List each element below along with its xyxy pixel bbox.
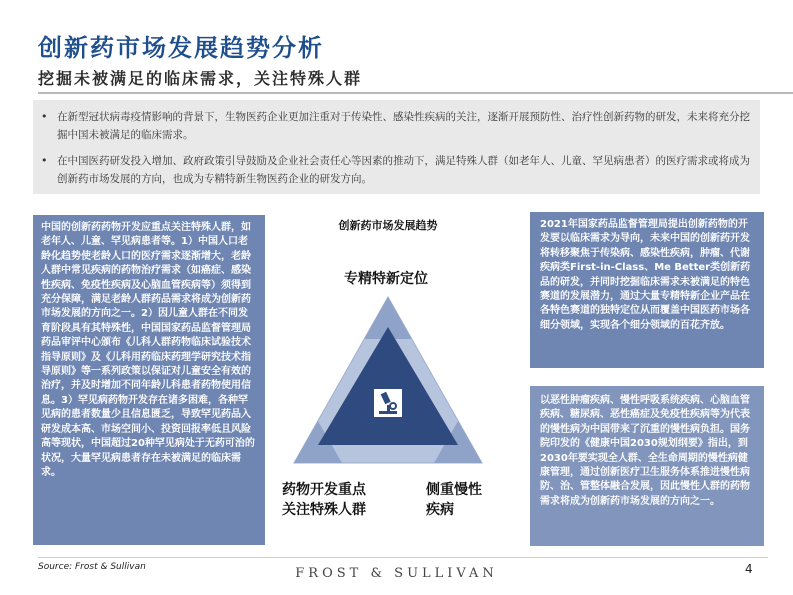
title-divider [38, 92, 793, 94]
bullet-text: 在中国医药研发投入增加、政府政策引导鼓励及企业社会责任心等因素的推动下，满足特殊人群（如老年人、儿童、罕见病患者）的医疗需求或将成为创新药市场发展的方向，也成为专精特新生物医药企业的研发方向。 [57, 155, 750, 185]
bullet-item [41, 152, 750, 188]
diagram-title: 创新药市场发展趋势 [338, 219, 438, 232]
page-subtitle: 挖掘未被满足的临床需求，关注特殊人群 [38, 69, 363, 88]
chronic-disease-label [426, 480, 482, 520]
special-population-box: 中国的创新药药物开发应重点关注特殊人群，如老年人、儿童、罕见病患者等。1）中国人口老龄化趋势使老龄人口的医疗需求逐渐增大，老龄人群中常见疾病的药物治疗需求（如癌症、感染性疾病、免疫性疾病及心脑血管疾病等）须得到充分保障，满足老龄人群药品需求将成为创新药市场发展的方向之一。2）因儿童人群在不同发育阶段具有其特殊性，中国国家药品监督管理局药品审评中心颁布《儿科人群药物临床试验技术指导原则》及《儿科用药临床药理学研究技术指导原则》等一系列政策以保证对儿童安全有效的治疗，并及时增加不同年龄儿科患者药物使用信息。3）罕见病药物开发存在诸多困难，各种罕见病的患者数量少且信息匮乏，导致罕见药品入研发成本高、市场空间小、投资回报率低且风险高等现状，中国超过20种罕见病处于无药可治的状况，大量罕见病患者存在未被满足的临床需求。 [33, 215, 265, 545]
bullet-dot: • [41, 110, 48, 123]
microscope-icon [374, 389, 402, 417]
footer-divider [38, 557, 768, 558]
page-title: 创新药市场发展趋势分析 [38, 34, 324, 62]
label-line: 关注特殊人群 [282, 502, 366, 518]
label-line: 药物开发重点 [282, 482, 366, 498]
bullet-dot: • [41, 154, 48, 167]
specialized-positioning-label: 专精特新定位 [344, 271, 428, 287]
bullet-item [41, 108, 750, 144]
trend-diagram [272, 205, 524, 550]
chronic-disease-box: 以恶性肿瘤疾病、慢性呼吸系统疾病、心脑血管疾病、糖尿病、恶性癌症及免疫性疾病等为代表的慢性病为中国带来了沉重的慢性病负担。国务院印发的《健康中国2030规划纲要》指出，到2030年要实现全人群、全生命周期的慢性病健康管理，通过创新医疗卫生服务体系推进慢性病防、治、管整体融合发展，因此慢性人群的药物需求将成为创新药市场发展的方向之一。 [530, 386, 764, 546]
label-line: 侧重慢性 [426, 482, 482, 498]
bullet-text: 在新型冠状病毒疫情影响的背景下，生物医药企业更加注重对于传染性、感染性疾病的关注，逐渐开展预防性、治疗性创新药物的研发，未来将充分挖掘中国未被满足的临床需求。 [57, 111, 750, 141]
summary-panel [33, 100, 760, 194]
special-population-label [282, 480, 366, 520]
policy-direction-box: 2021年国家药品监督管理局提出创新药物的开发要以临床需求为导向，未来中国的创新药开发将转移聚焦于传染病、感染性疾病，肿瘤、代谢疾病类First-in-Class、Me Better类创新药品的研发，并同时挖掘临床需求未被满足的特色赛道的发展潜力，通过大量专精特新企业产品在各特色赛道的独特定位从而覆盖中国医药市场各细分领域，实现各个细分领域的百花齐放。 [530, 212, 764, 368]
page-number: 4 [745, 562, 753, 576]
label-line: 疾病 [426, 502, 454, 518]
brand-logo: FROST & SULLIVAN [295, 566, 498, 581]
source-note: Source: Frost & Sullivan [38, 562, 146, 572]
